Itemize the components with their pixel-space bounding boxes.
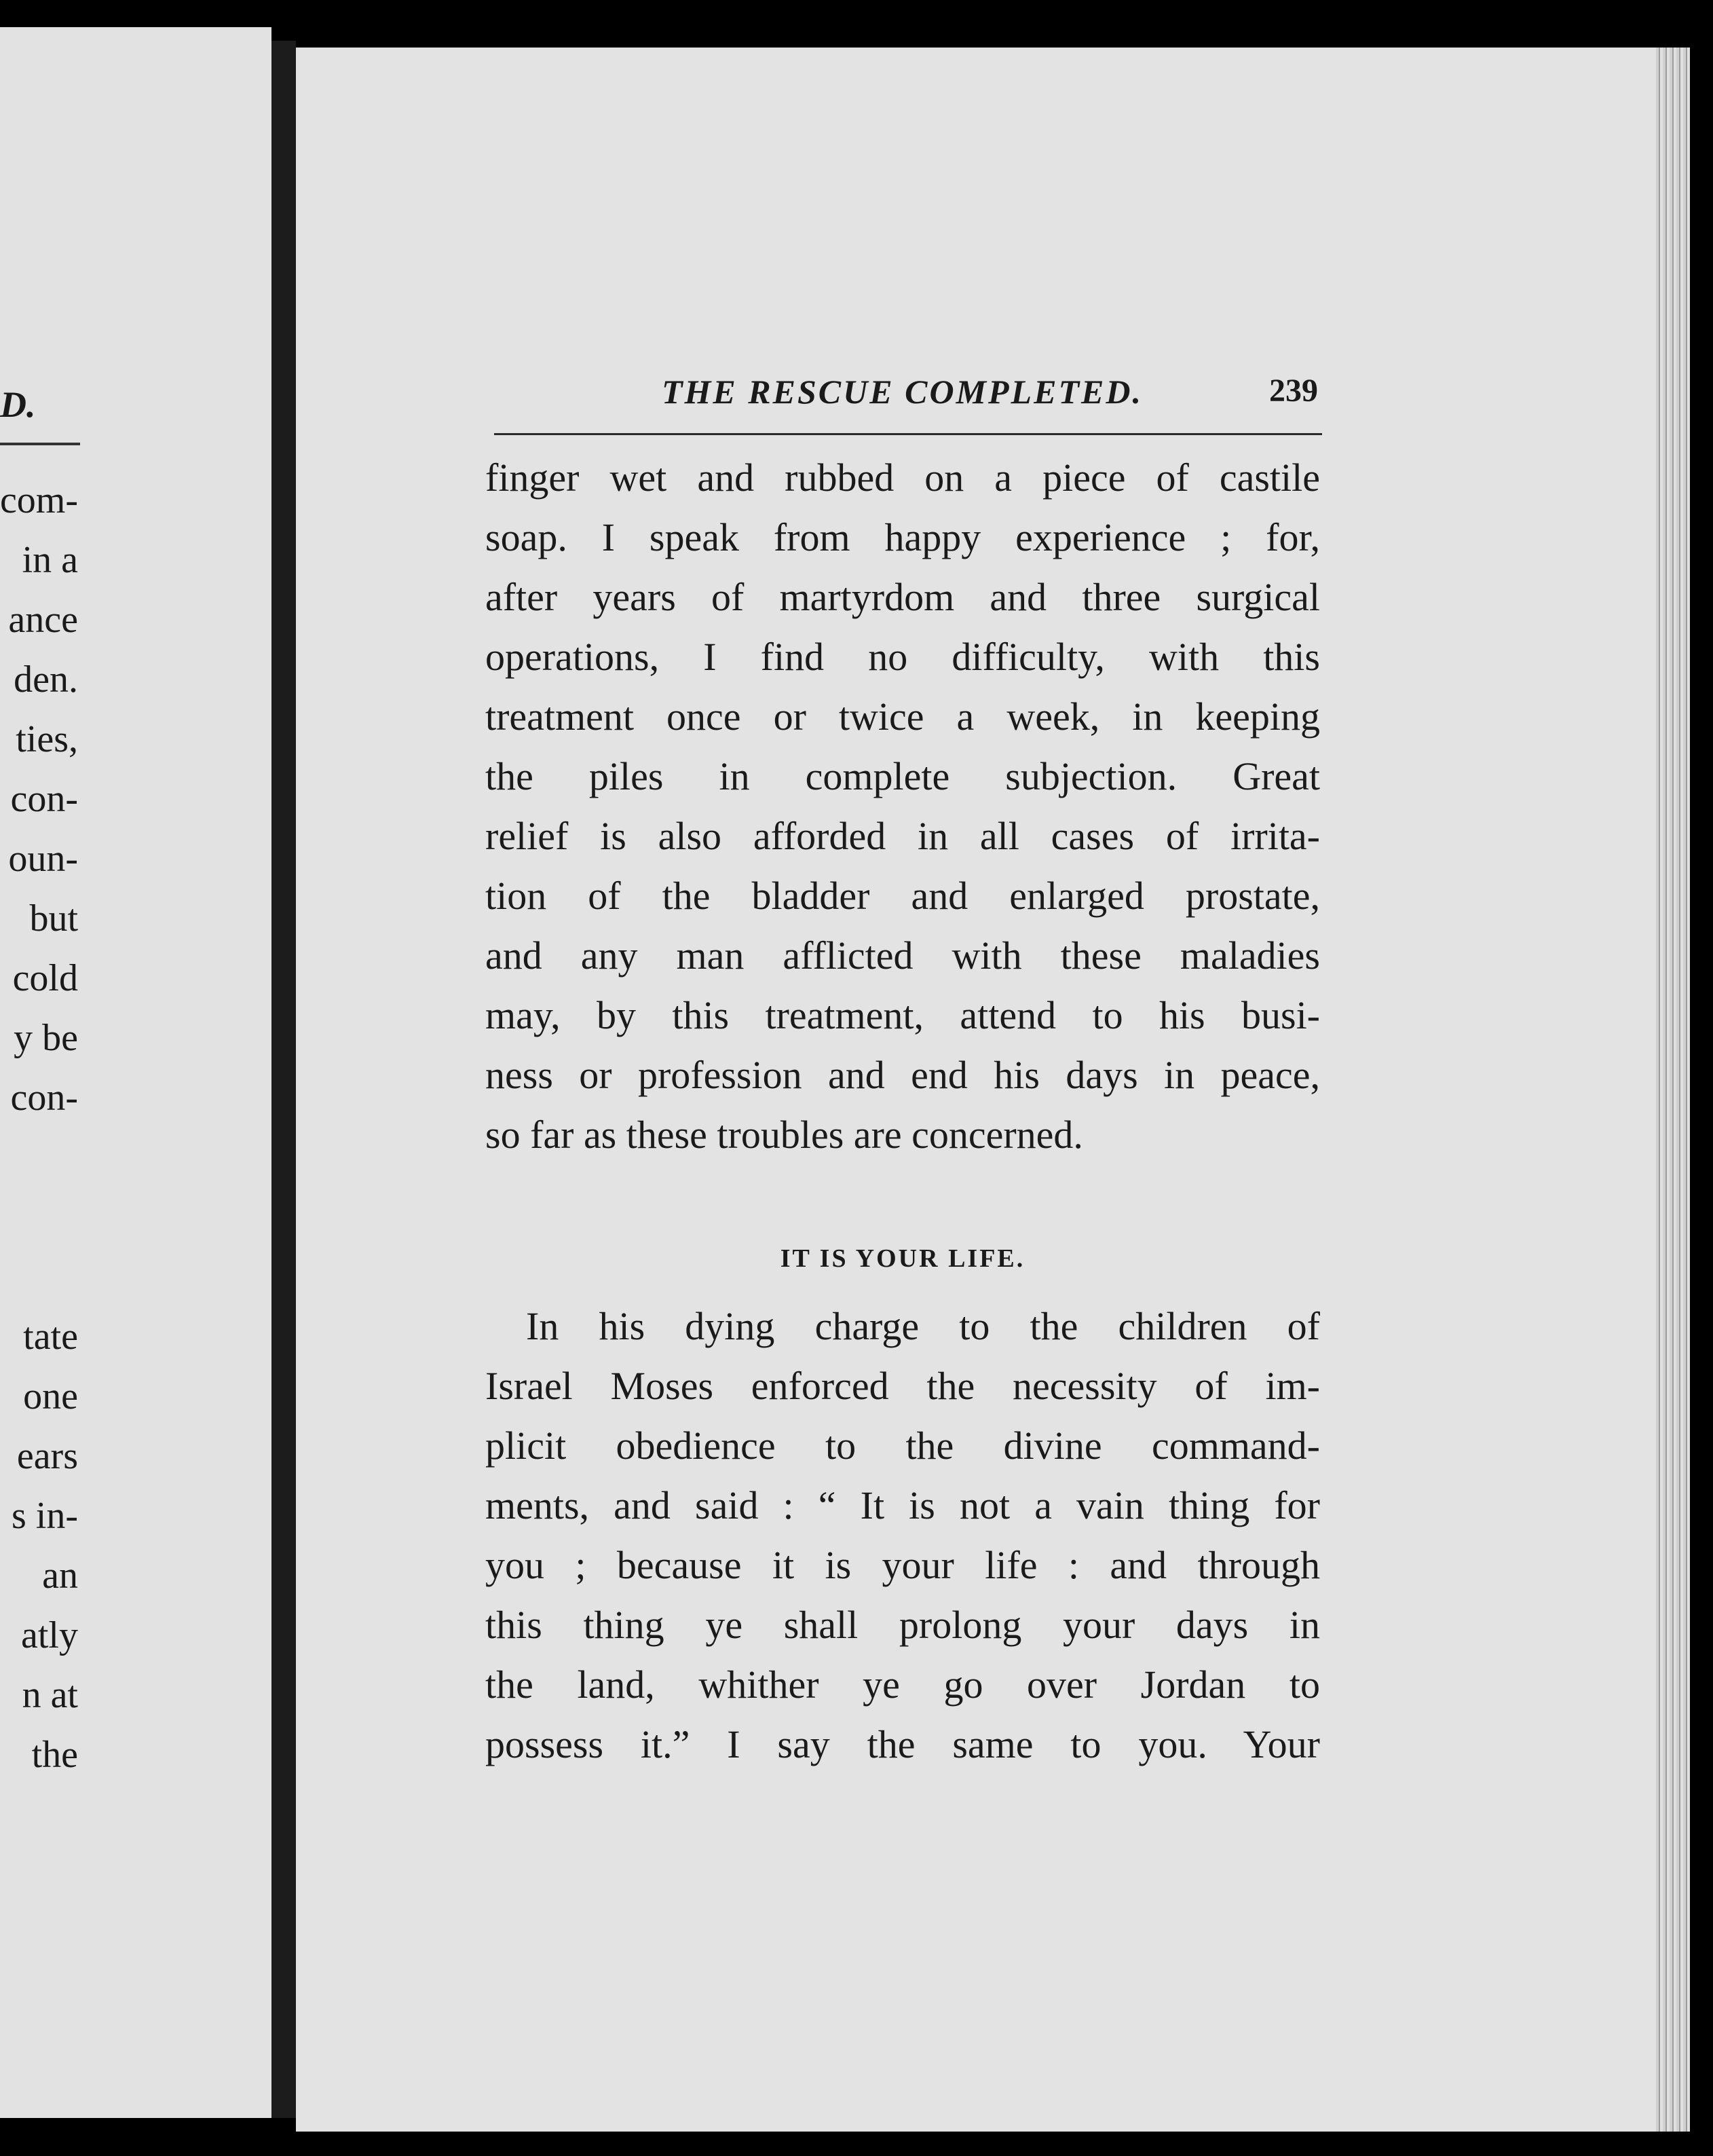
left-line-fragment: ears	[16, 1435, 78, 1477]
paragraph-2-line: this thing ye shall prolong your days in	[485, 1603, 1320, 1647]
left-line-fragment: ties,	[16, 718, 78, 760]
paragraph-2-line: possess it.” I say the same to you. Your	[485, 1722, 1320, 1766]
page-edge	[1656, 48, 1690, 2132]
paragraph-2-line: In his dying charge to the children of	[526, 1304, 1320, 1348]
left-page-header-fragment: D.	[0, 384, 36, 425]
page-number: 239	[1269, 373, 1318, 409]
paragraph-1-line: soap. I speak from happy experience ; for,	[485, 515, 1320, 559]
paragraph-1-line: finger wet and rubbed on a piece of castile	[485, 456, 1320, 500]
paragraph-1-line: and any man afflicted with these maladies	[485, 933, 1320, 978]
paragraph-2-line: plicit obedience to the divine command-	[485, 1424, 1320, 1468]
left-line-fragment: cold	[12, 957, 78, 999]
left-page-header-rule	[0, 443, 80, 445]
left-line-fragment: but	[29, 897, 78, 940]
paragraph-2-line: ments, and said : “ It is not a vain thing for	[485, 1483, 1320, 1527]
left-line-fragment: s in-	[12, 1495, 78, 1537]
paragraph-2-line: the land, whither ye go over Jordan to	[485, 1662, 1320, 1707]
left-line-fragment: com-	[0, 479, 78, 521]
left-line-fragment: one	[23, 1375, 78, 1417]
paragraph-1-line: tion of the bladder and enlarged prostate,	[485, 874, 1320, 918]
left-page	[0, 27, 271, 2118]
paragraph-2-line: Israel Moses enforced the necessity of im-	[485, 1364, 1320, 1408]
left-line-fragment: atly	[21, 1614, 78, 1656]
section-title: IT IS YOUR LIFE.	[780, 1244, 1025, 1273]
paragraph-1-line: the piles in complete subjection. Great	[485, 754, 1320, 798]
header-rule	[494, 433, 1322, 435]
paragraph-1-line: ness or profession and end his days in peace,	[485, 1053, 1320, 1097]
running-head: THE RESCUE COMPLETED.	[662, 373, 1143, 411]
left-line-fragment: den.	[14, 658, 78, 701]
left-line-fragment: in a	[22, 539, 78, 581]
paragraph-1-line: after years of martyrdom and three surgical	[485, 575, 1320, 619]
left-line-fragment: tate	[23, 1316, 78, 1358]
left-line-fragment: ance	[8, 599, 78, 641]
paragraph-1-line: treatment once or twice a week, in keeping	[485, 694, 1320, 739]
book-spine	[271, 41, 296, 2118]
left-line-fragment: oun-	[8, 838, 78, 880]
paragraph-1-line: so far as these troubles are concerned.	[485, 1113, 1083, 1157]
left-line-fragment: the	[31, 1734, 78, 1776]
left-line-fragment: con-	[10, 778, 78, 820]
left-line-fragment: an	[42, 1555, 78, 1597]
paragraph-1-line: operations, I find no difficulty, with this	[485, 635, 1320, 679]
paragraph-2-line: you ; because it is your life : and through	[485, 1543, 1320, 1587]
paragraph-1-line: may, by this treatment, attend to his busi-	[485, 993, 1320, 1037]
left-line-fragment: n at	[22, 1674, 78, 1716]
paragraph-1-line: relief is also afforded in all cases of irrita-	[485, 814, 1320, 858]
left-line-fragment: con-	[10, 1077, 78, 1119]
left-line-fragment: y be	[14, 1017, 78, 1059]
